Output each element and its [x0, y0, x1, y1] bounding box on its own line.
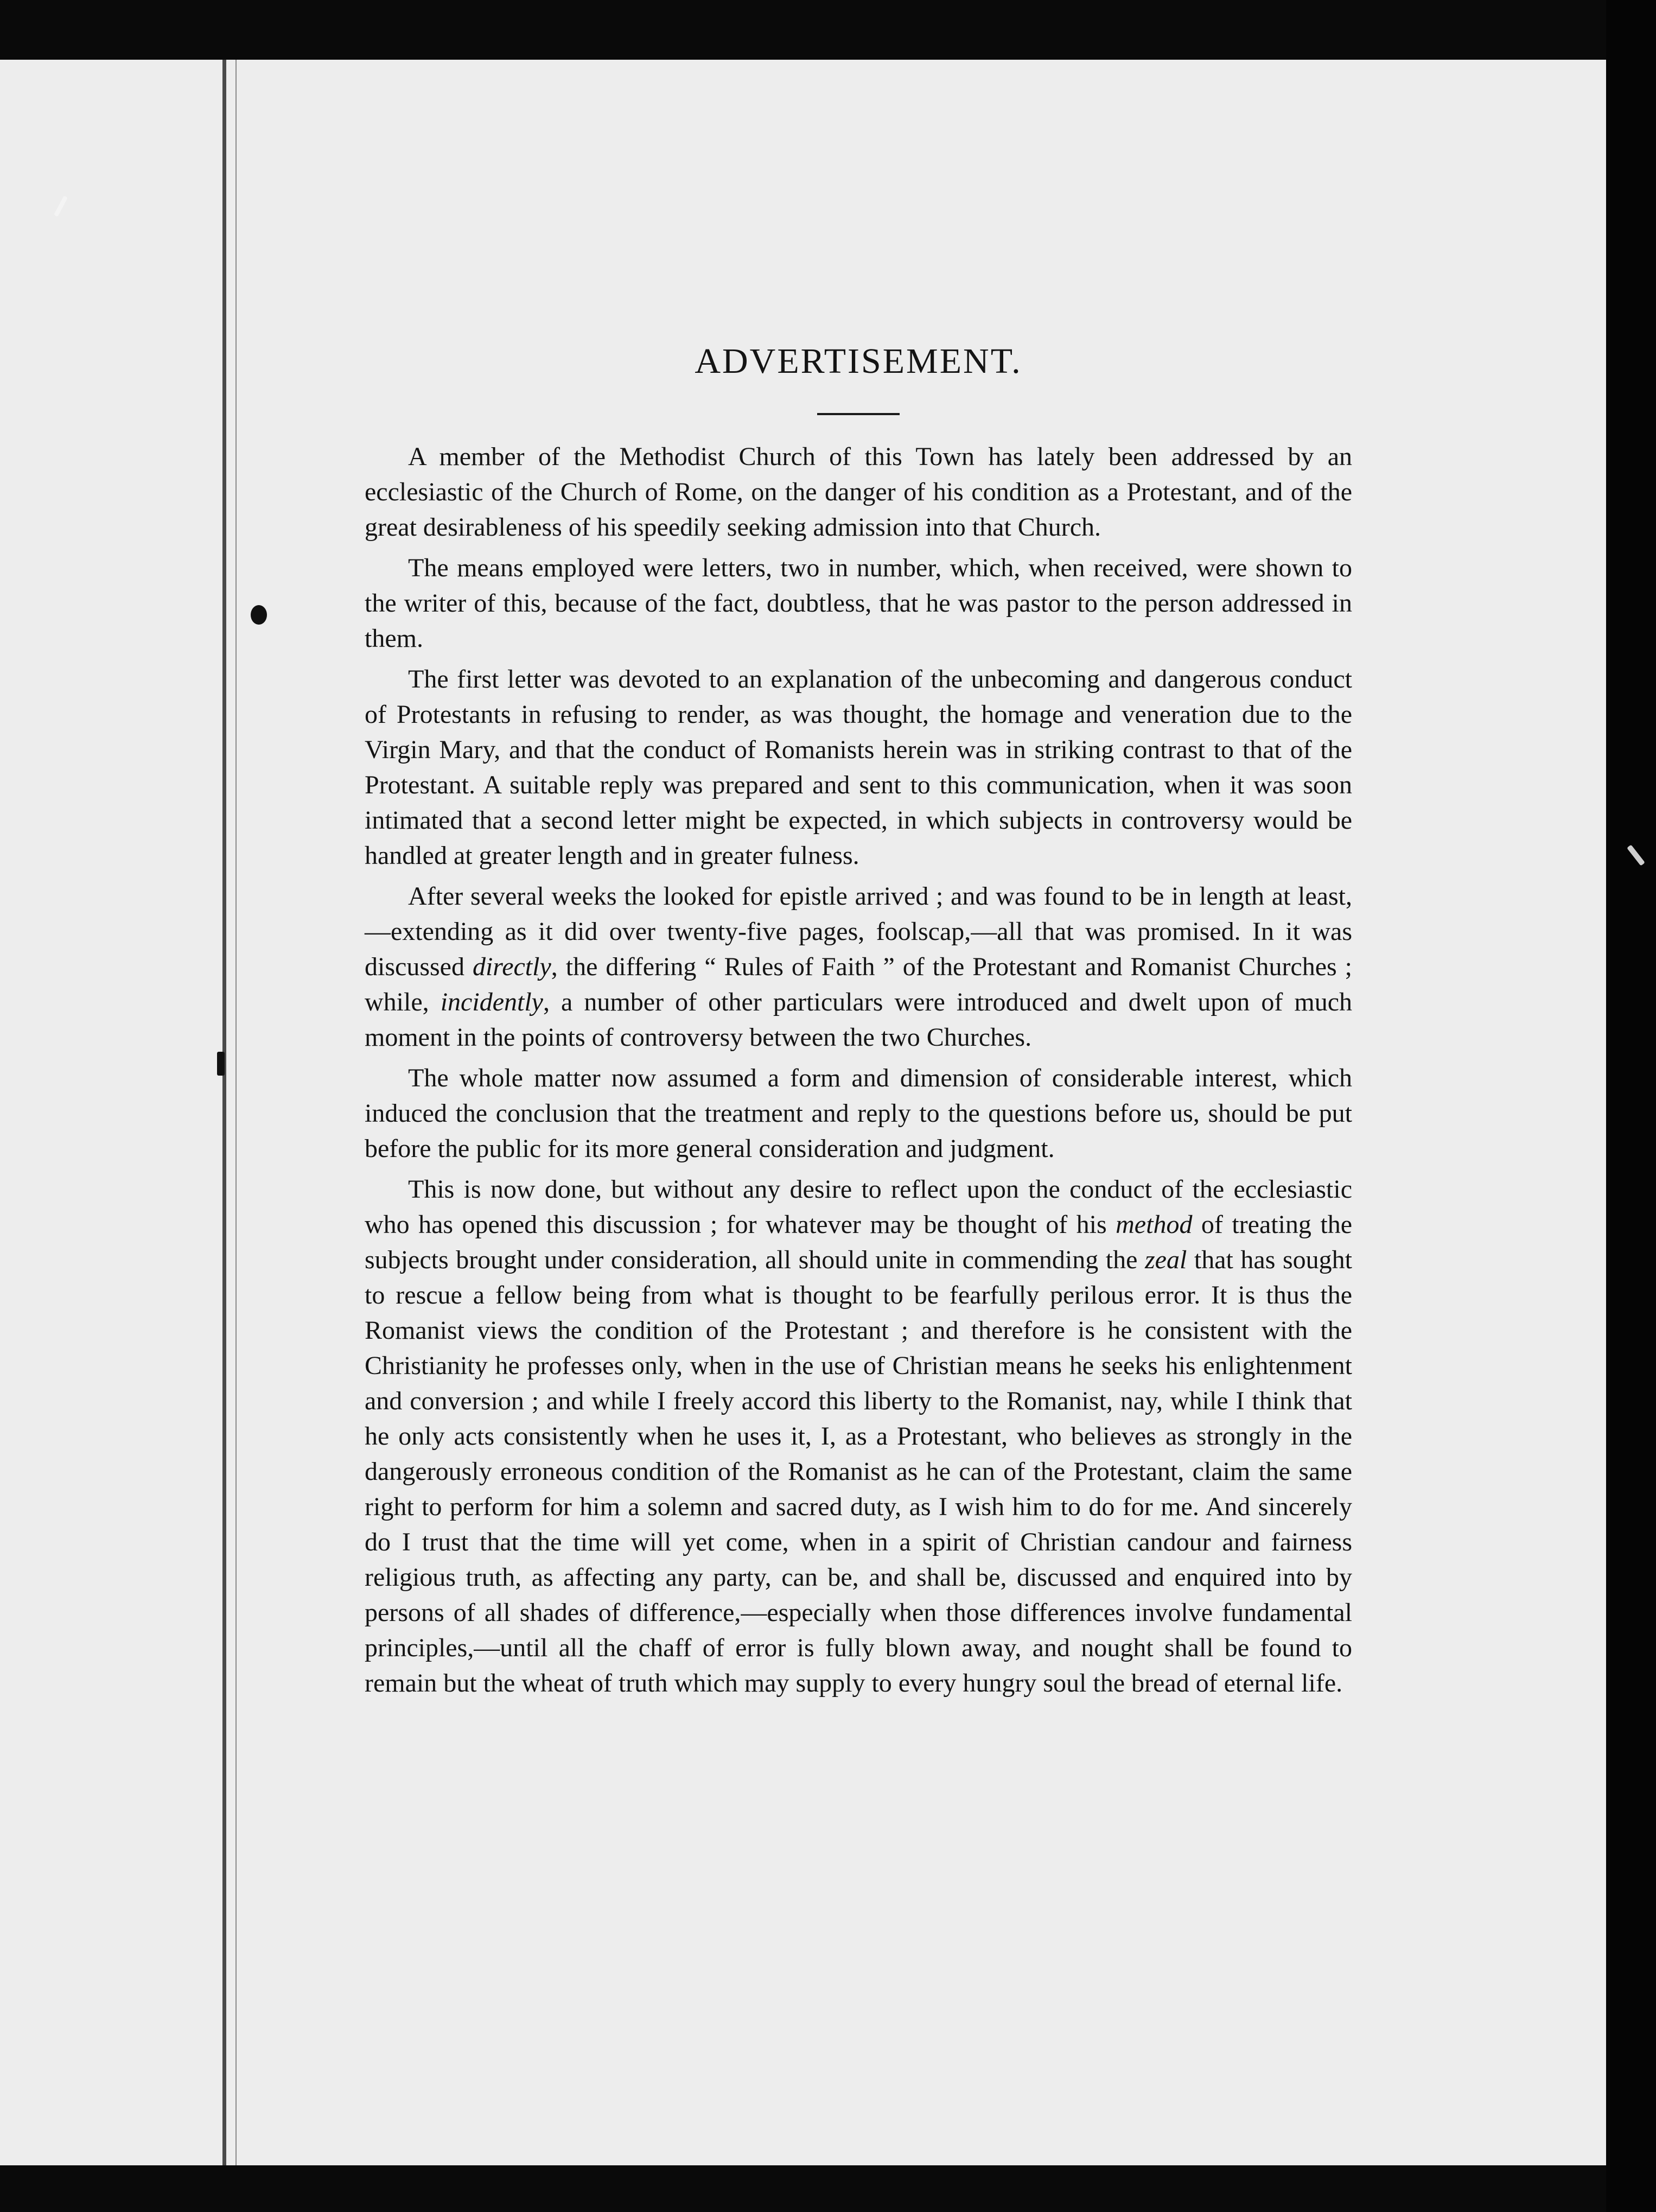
- scan-right-edge: [1606, 0, 1656, 2212]
- page-title: ADVERTISEMENT.: [695, 341, 1022, 381]
- text-run: The first letter was devoted to an explanation of the unbecoming and dangerous conduct of Protestants in refusing to render, as was thought, the homage and veneration due to the Virgin Mary, and that the conduct of Romanists herein was in striking contrast to that of the Protestant. A suitable reply was prepared and sent to this communication, when it was soon intimated that a second letter might be expected, in which subjects in controversy would be handled at greater length and in greater fulness.: [365, 664, 1352, 870]
- text-run: of treating the subjects brought under consideration, all should unite in commending the: [365, 1210, 1352, 1274]
- text-run: This is now done, but without any desire to reflect upon the conduct of the ecclesiastic who has opened this discussion ; for whatever may be thought of his: [365, 1174, 1352, 1239]
- page-margin-rule: [222, 60, 226, 2165]
- italic-text: directly: [472, 952, 551, 981]
- text-run: After several weeks the looked for epistle arrived ; and was found to be in length at least,—extending as it did over twenty-five pages, foolscap,—all that was promised. In it was discussed: [365, 881, 1352, 981]
- text-run: that has sought to rescue a fellow being from what is thought to be fearfully perilous error. It is thus the Romanist views the condition of the Protestant ; and therefore is he consistent with the Christianity he professes only, when in the use of Christian means he seeks his enlightenment and conversion ; and while I freely accord this liberty to the Romanist, nay, while I think that he only acts consistently when he uses it, I, as a Protestant, who believes as strongly in the dangerously erroneous condition of the Romanist as he can of the Protestant, claim the same right to perform for him a solemn and sacred duty, as I wish him to do for me. And sincerely do I trust that the time will yet come, when in a spirit of Christian candour and fairness religious truth, as affecting any party, can be, and shall be, discussed and enquired into by persons of all shades of difference,—especially when those differences involve fundamental principles,—until all the chaff of error is fully blown away, and nought shall be found to remain but the wheat of truth which may supply to every hungry soul the bread of eternal life.: [365, 1245, 1352, 1698]
- text-run: The means employed were letters, two in number, which, when received, were shown to the writer of this, because of the fact, doubtless, that he was pastor to the person addressed in them.: [365, 553, 1352, 653]
- paragraph: [365, 550, 1352, 656]
- paragraph: [365, 662, 1352, 873]
- text-run: The whole matter now assumed a form and dimension of considerable interest, which induced the conclusion that the treatment and reply to the questions before us, should be put before the public for its more general consideration and judgment.: [365, 1063, 1352, 1163]
- paragraph: [365, 439, 1352, 545]
- page-margin-rule-thin: [235, 60, 237, 2165]
- document-paragraphs: [365, 439, 1352, 1701]
- scan-speck: [251, 605, 267, 625]
- document-body: [365, 342, 1352, 1706]
- paragraph: [365, 879, 1352, 1055]
- scan-speck: [217, 1052, 225, 1076]
- text-run: , a number of other particulars were introduced and dwelt upon of much moment in the points of controversy between the two Churches.: [365, 987, 1353, 1052]
- italic-text: incidently: [440, 987, 543, 1016]
- text-run: , the differing “ Rules of Faith ” of the Protestant and Romanist Churches ; while,: [365, 952, 1353, 1016]
- paragraph: [365, 1060, 1352, 1166]
- title-rule: [817, 413, 900, 415]
- italic-text: zeal: [1145, 1245, 1187, 1274]
- text-run: A member of the Methodist Church of this Town has lately been addressed by an ecclesiastic of the Church of Rome, on the danger of his condition as a Protestant, and of the great desirableness of his speedily seeking admission into that Church.: [365, 442, 1352, 542]
- italic-text: method: [1116, 1210, 1193, 1239]
- paragraph: [365, 1172, 1352, 1701]
